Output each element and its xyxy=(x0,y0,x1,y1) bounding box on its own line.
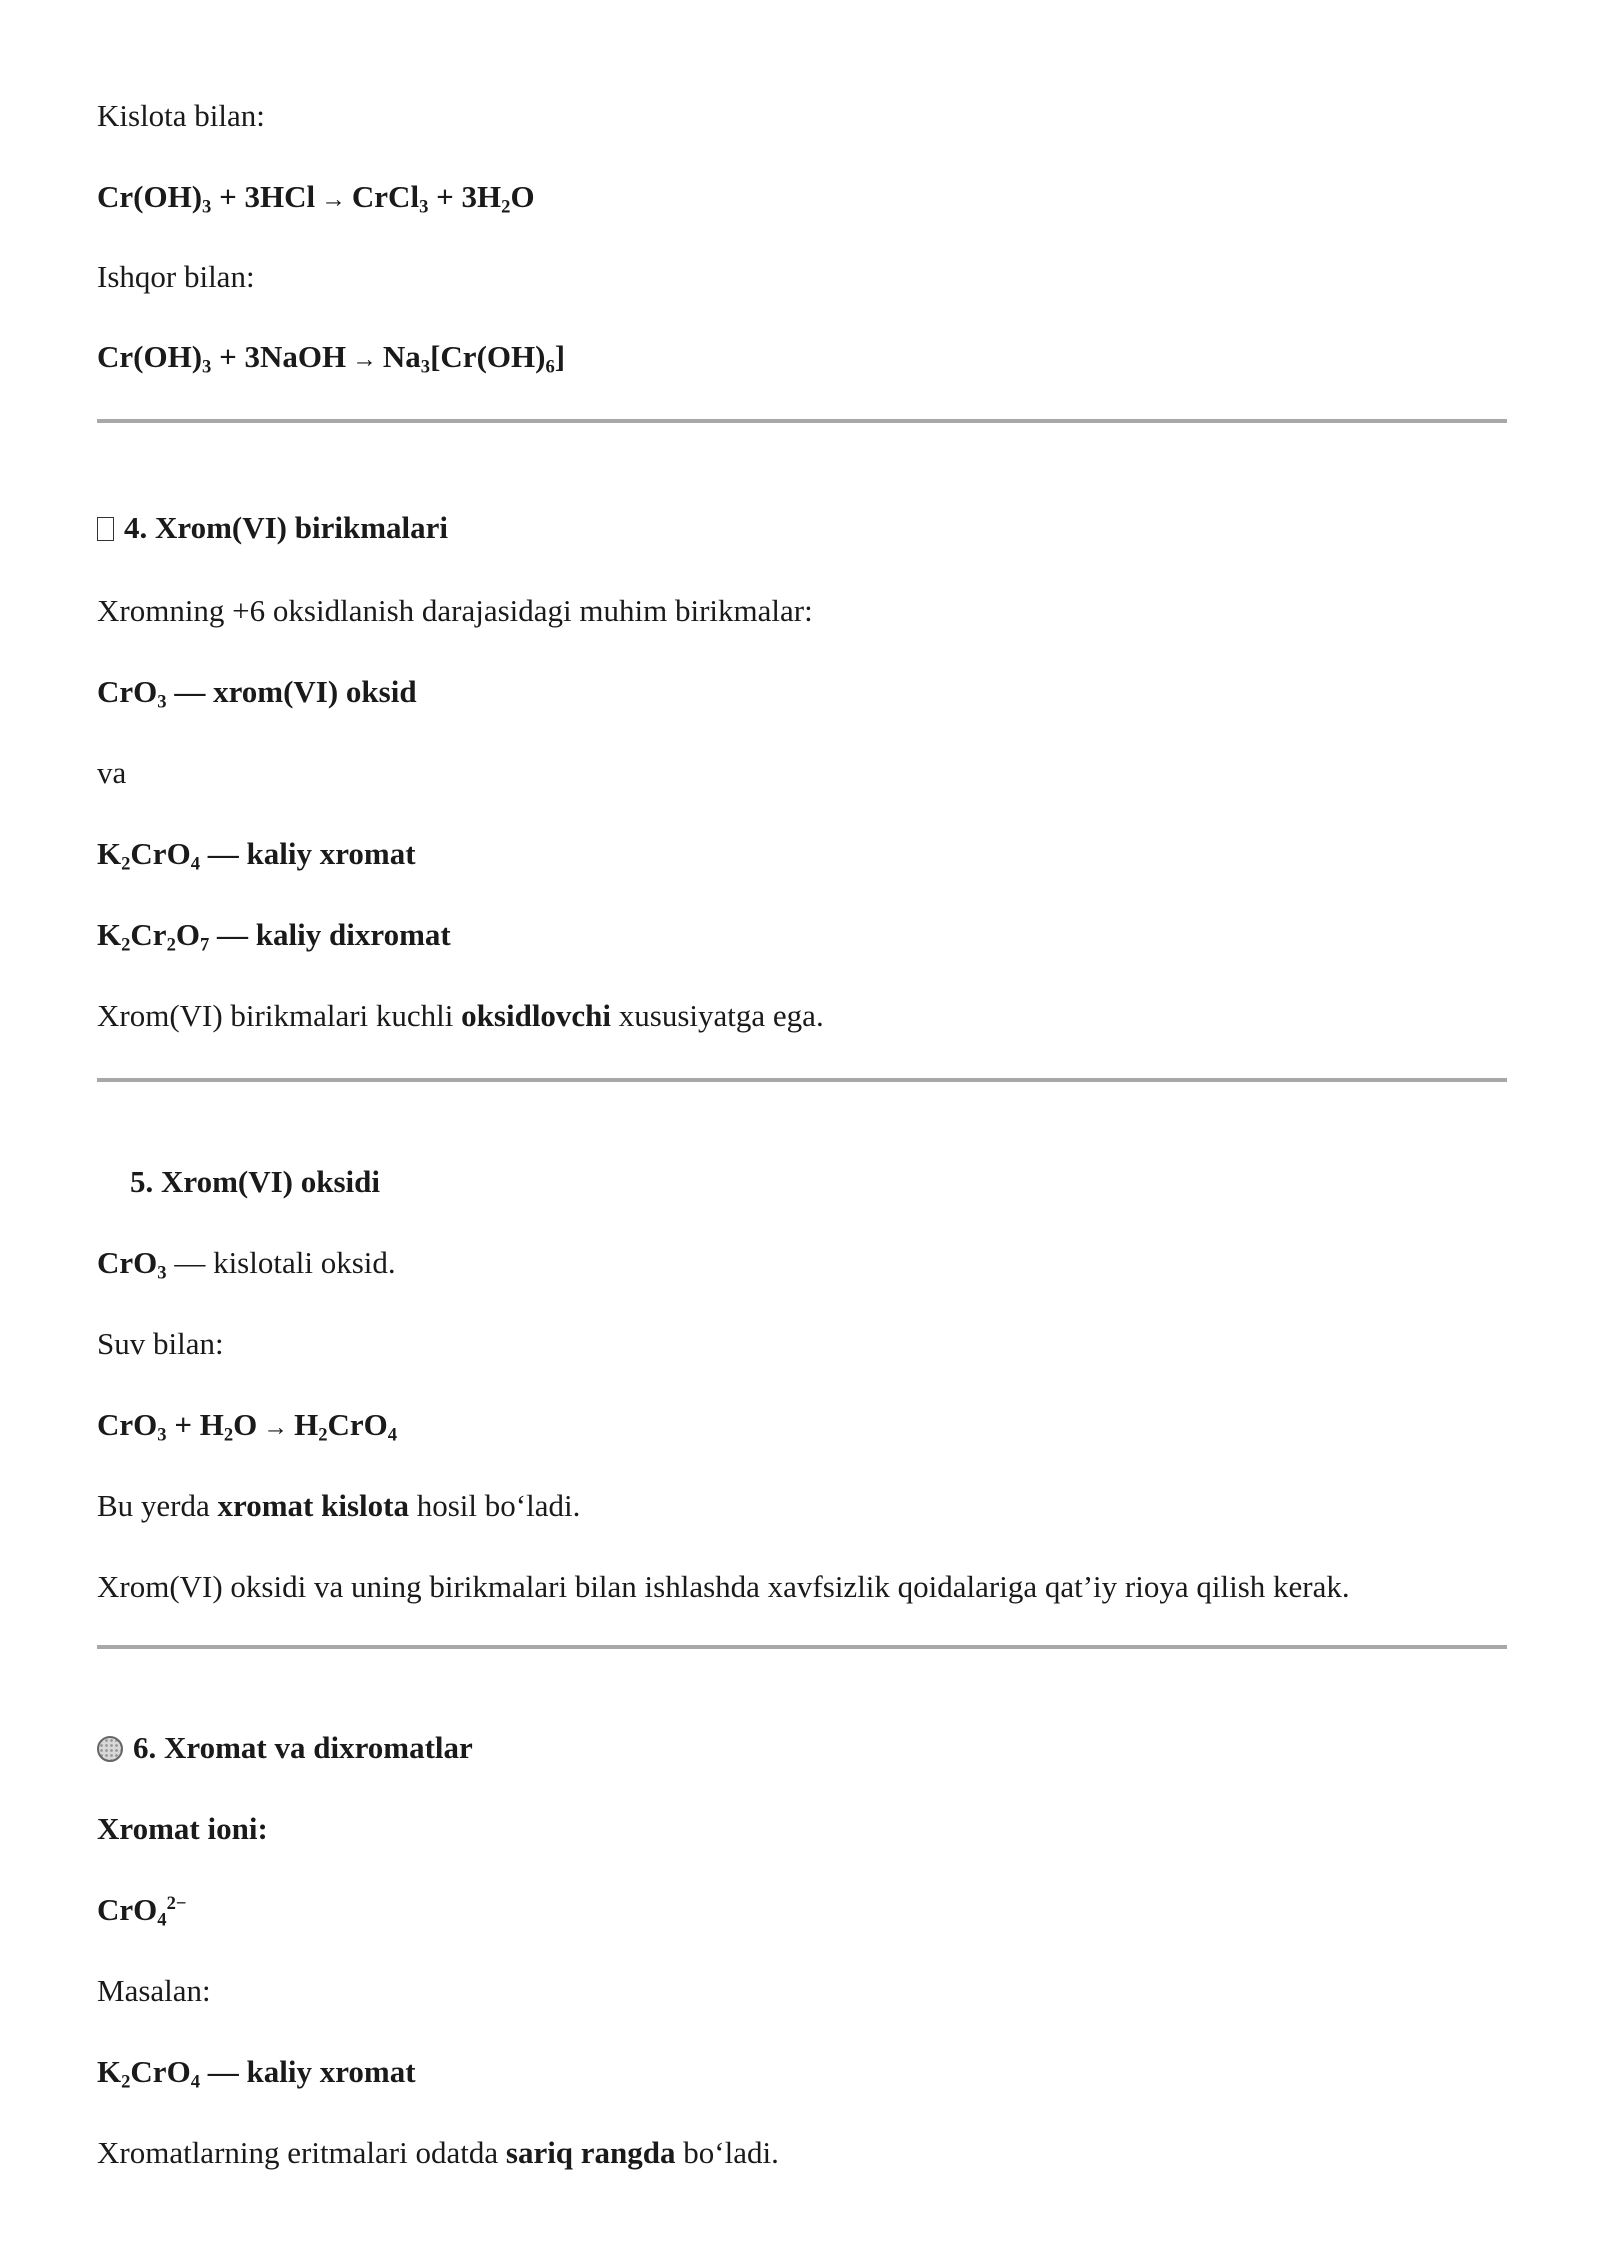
arrow-icon: → xyxy=(321,186,346,213)
section-4-intro: Xromning +6 oksidlanish darajasidagi muhim birikmalar: xyxy=(97,593,813,628)
formula-chromate-ion: CrO$_4^{2-}$ xyxy=(97,1892,187,1931)
section-5-note: Bu yerda xromat kislota hosil bo‘ladi. xyxy=(97,1488,581,1523)
equation-acid: $Cr(OH)_3 + 3HCl$ → CrCl$_3$ + $3H_2O$ xyxy=(97,179,535,218)
section-6-note: Xromatlarning eritmalari odatda sariq rangda bo‘ladi. xyxy=(97,2135,779,2170)
section-divider xyxy=(97,1078,1507,1082)
formula-k2cro4: $K_2CrO_4$ — kaliy xromat xyxy=(97,836,416,875)
section-4-heading: 4. Xrom(VI) birikmalari xyxy=(97,508,448,548)
kislota-label: Kislota bilan: xyxy=(97,98,265,133)
formula-k2cr2o7: $K_2Cr_2O_7$ — kaliy dixromat xyxy=(97,917,451,956)
ishqor-label: Ishqor bilan: xyxy=(97,259,255,294)
formula-cro3: CrO$_3$ — xrom(VI) oksid xyxy=(97,674,417,713)
dot-icon xyxy=(97,1736,123,1762)
equation-base: $Cr(OH)_3$ + 3NaOH → $Na_3[Cr(OH)_6]$ xyxy=(97,339,566,378)
connector-va: va xyxy=(97,755,127,790)
equation-water: $CrO_3 + H_2O \to H_2CrO_4$ xyxy=(97,1407,398,1446)
xromat-ion-label: Xromat ioni: xyxy=(97,1811,268,1846)
suv-label: Suv bilan: xyxy=(97,1326,224,1361)
formula-cro3-acidic: CrO$_3$ — kislotali oksid. xyxy=(97,1245,396,1284)
section-5-heading: 5. Xrom(VI) oksidi xyxy=(130,1164,381,1199)
arrow-icon: → xyxy=(352,346,377,373)
formula-k2cro4-example: $K_2CrO_4$ — kaliy xromat xyxy=(97,2054,416,2093)
section-divider xyxy=(97,419,1507,423)
section-6-heading: 6. Xromat va dixromatlar xyxy=(97,1728,473,1768)
safety-note: Xrom(VI) oksidi va uning birikmalari bilan ishlashda xavfsizlik qoidalariga qat’iy rioya qilish kerak. xyxy=(97,1569,1350,1604)
section-4-note: Xrom(VI) birikmalari kuchli oksidlovchi xususiyatga ega. xyxy=(97,998,824,1033)
masalan-label: Masalan: xyxy=(97,1973,211,2008)
box-icon xyxy=(97,517,114,541)
section-divider xyxy=(97,1645,1507,1649)
arrow-icon: → xyxy=(263,1414,289,1441)
